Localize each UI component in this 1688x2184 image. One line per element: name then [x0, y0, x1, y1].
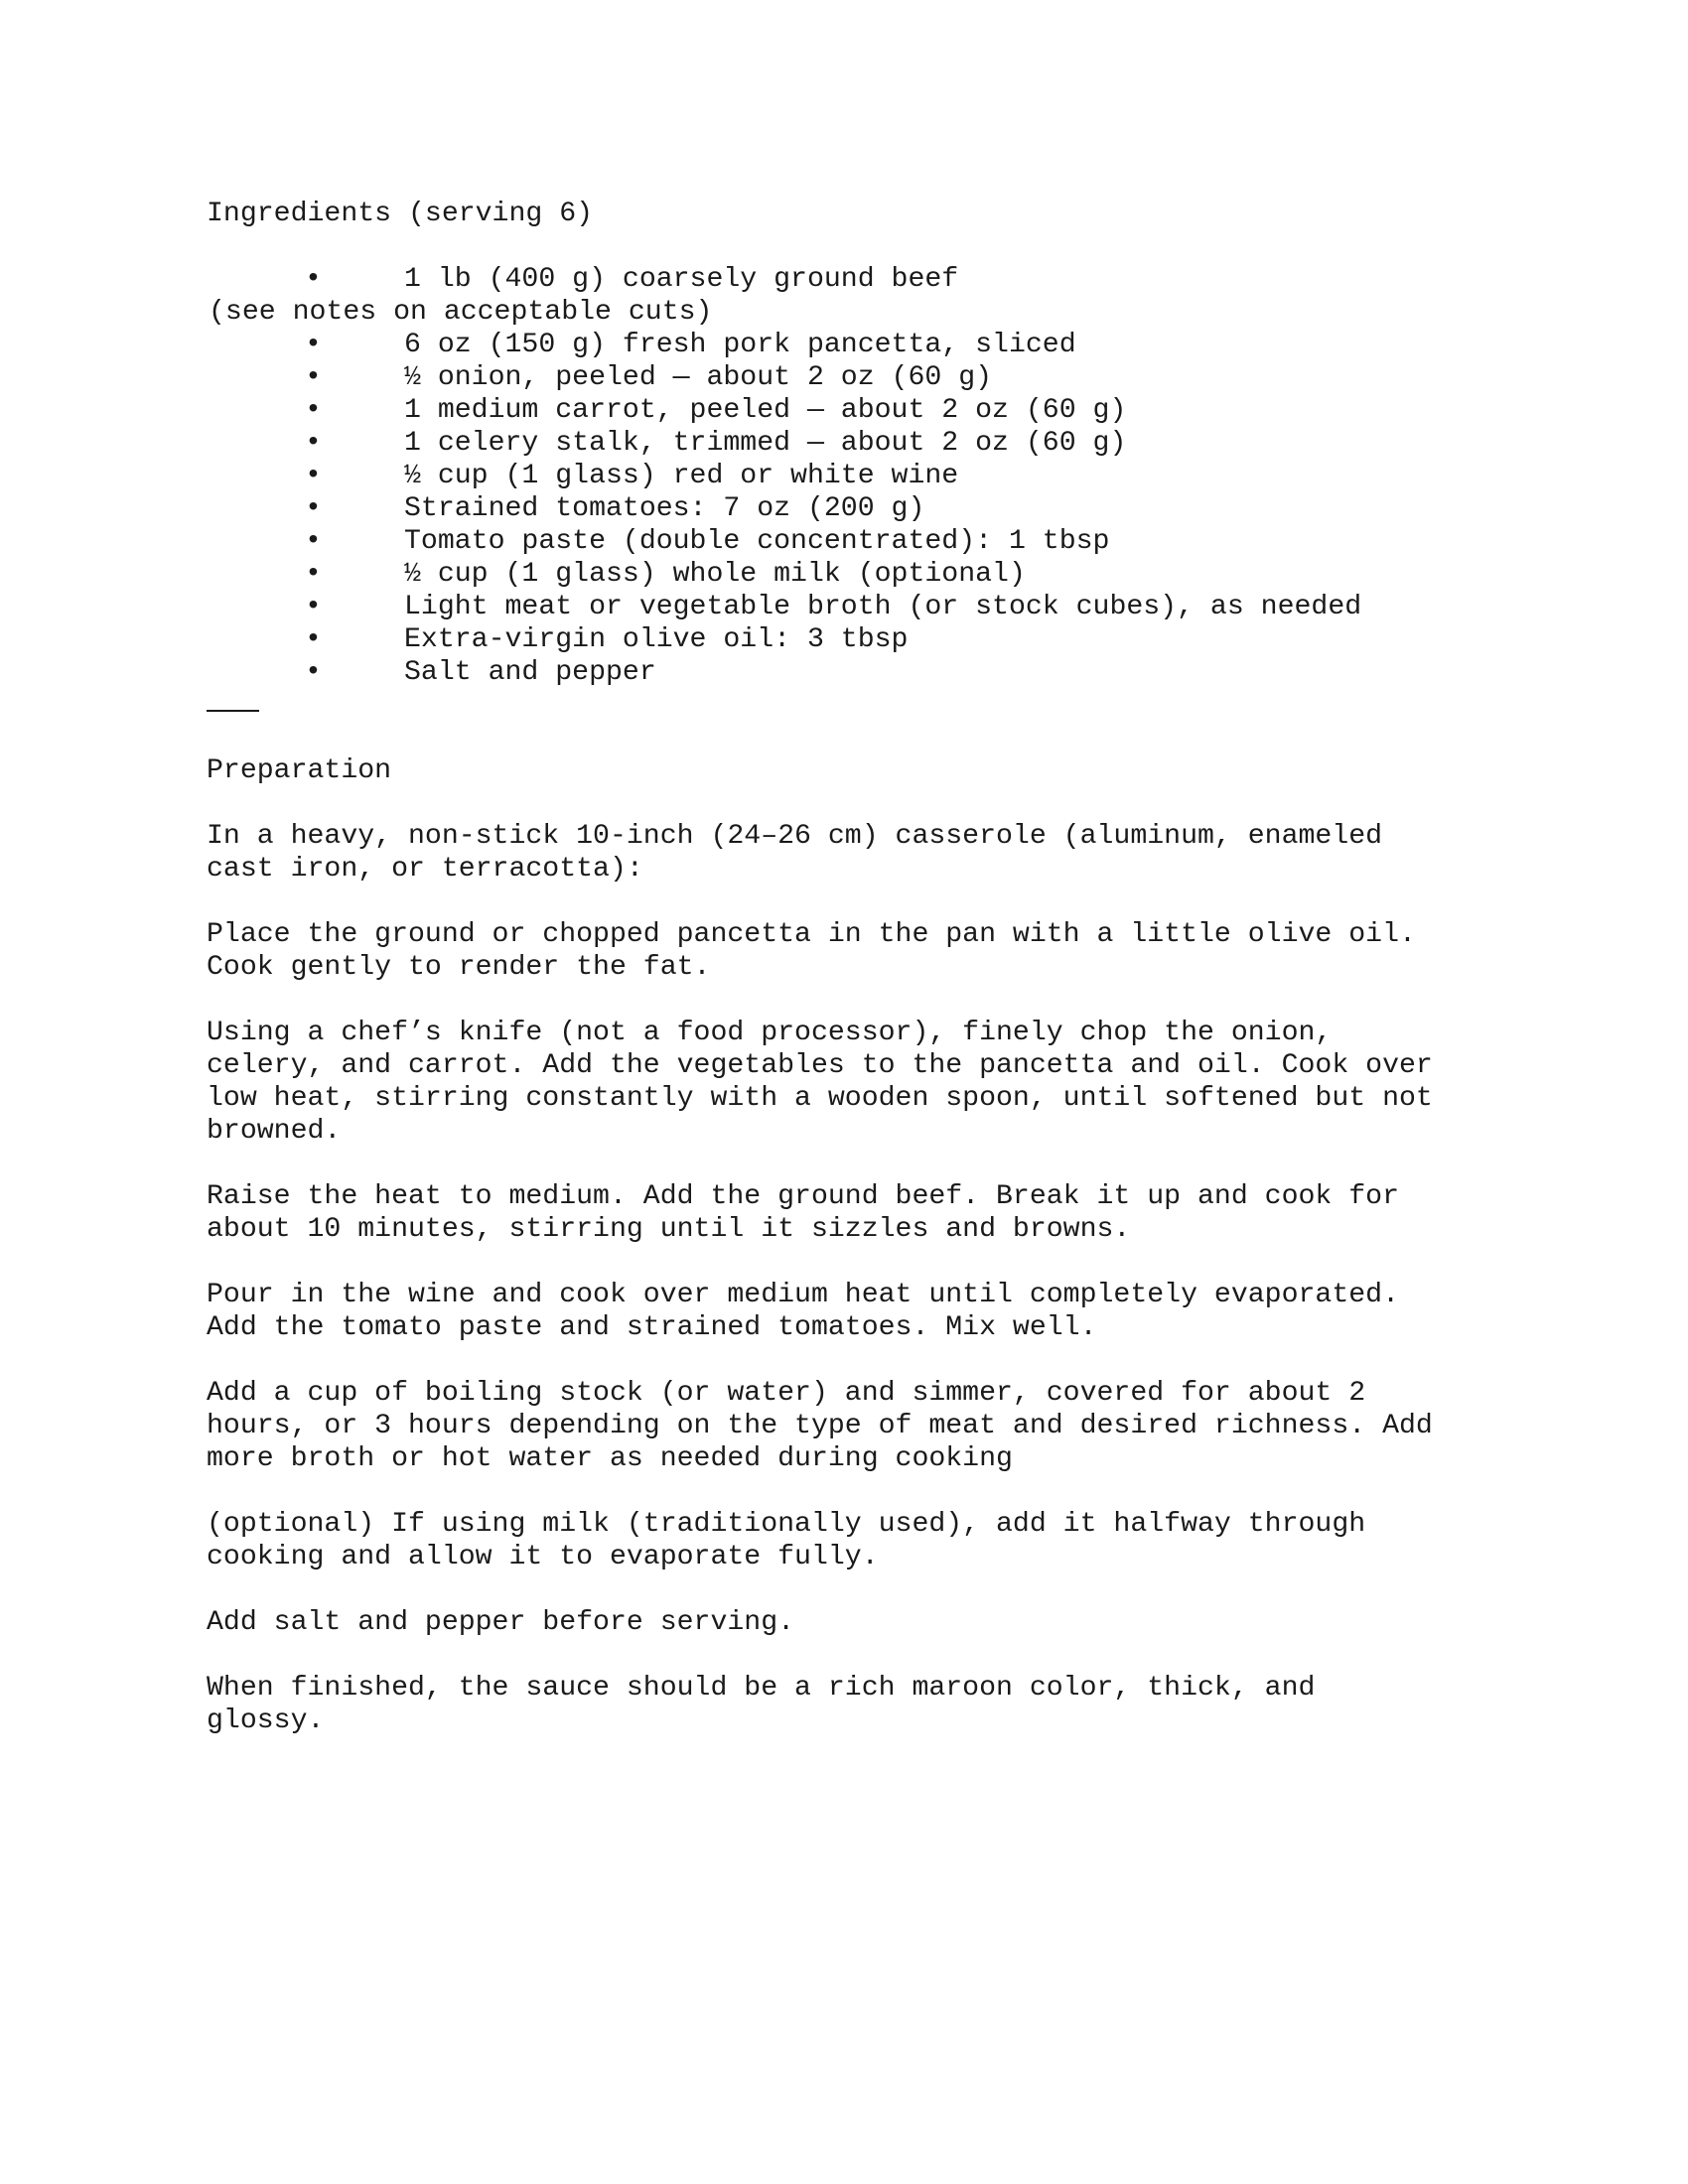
bullet-icon: •: [305, 526, 322, 557]
ingredient-text: Strained tomatoes: 7 oz (200 g): [404, 493, 925, 524]
preparation-paragraph: Raise the heat to medium. Add the ground beef. Break it up and cook for about 10 minutes, stirring until it sizzles and browns.: [207, 1181, 1399, 1245]
list-item: [0, 591, 1489, 623]
ingredient-text: Light meat or vegetable broth (or stock cubes), as needed: [404, 592, 1362, 622]
ingredient-note: [0, 296, 1489, 329]
list-item: [0, 525, 1489, 558]
preparation-paragraph: Place the ground or chopped pancetta in the pan with a little olive oil. Cook gently to render the fat.: [207, 919, 1416, 983]
bullet-icon: •: [305, 362, 322, 393]
ingredient-text: 1 medium carrot, peeled — about 2 oz (60 g): [404, 395, 1127, 426]
bullet-icon: •: [305, 264, 322, 295]
bullet-icon: •: [305, 493, 322, 524]
ingredient-text: 1 celery stalk, trimmed — about 2 oz (60 g): [404, 428, 1127, 459]
preparation-paragraph: (optional) If using milk (traditionally used), add it halfway through cooking and allow it to evaporate fully.: [207, 1509, 1366, 1572]
preparation-heading: Preparation: [207, 755, 392, 786]
list-item: [0, 492, 1489, 525]
ingredient-text: ½ onion, peeled — about 2 oz (60 g): [404, 362, 993, 393]
preparation-paragraph: Add salt and pepper before serving.: [207, 1607, 795, 1638]
ingredients-heading: Ingredients (serving 6): [207, 199, 594, 229]
list-item: [0, 460, 1489, 492]
ingredient-text: Tomato paste (double concentrated): 1 tbsp: [404, 526, 1110, 557]
list-item: [0, 361, 1489, 394]
list-item: [0, 329, 1489, 361]
bullet-icon: •: [305, 559, 322, 590]
preparation-paragraph: Pour in the wine and cook over medium heat until completely evaporated. Add the tomato paste and strained tomatoes. Mix well.: [207, 1280, 1399, 1343]
bullet-icon: •: [305, 428, 322, 459]
list-item: [0, 394, 1489, 427]
bullet-icon: •: [305, 624, 322, 655]
ingredient-text: ½ cup (1 glass) red or white wine: [404, 461, 959, 491]
preparation-paragraph: When finished, the sauce should be a rich maroon color, thick, and glossy.: [207, 1673, 1316, 1736]
ingredient-note-text: (see notes on acceptable cuts): [209, 297, 713, 328]
bullet-icon: •: [305, 330, 322, 360]
bullet-icon: •: [305, 657, 322, 688]
preparation-paragraph: In a heavy, non-stick 10-inch (24–26 cm) casserole (aluminum, enameled cast iron, or terracotta):: [207, 821, 1383, 885]
bullet-icon: •: [305, 395, 322, 426]
list-item: [0, 558, 1489, 591]
ingredient-text: 1 lb (400 g) coarsely ground beef: [404, 264, 959, 295]
list-item: [0, 427, 1489, 460]
ingredient-text: Salt and pepper: [404, 657, 656, 688]
bullet-icon: •: [305, 461, 322, 491]
preparation-paragraph: Using a chef’s knife (not a food processor), finely chop the onion, celery, and carrot. Add the vegetables to the pancetta and oil. Cook over low heat, stirring constantly with a wooden spoon, until softened but not browned.: [207, 1018, 1433, 1147]
ingredient-text: 6 oz (150 g) fresh pork pancetta, sliced: [404, 330, 1076, 360]
bullet-icon: •: [305, 592, 322, 622]
ingredient-text: Extra-virgin olive oil: 3 tbsp: [404, 624, 909, 655]
list-item: [0, 656, 1489, 689]
ingredient-text: ½ cup (1 glass) whole milk (optional): [404, 559, 1026, 590]
list-item: [0, 623, 1489, 656]
list-item: [0, 263, 1489, 296]
preparation-paragraph: Add a cup of boiling stock (or water) and simmer, covered for about 2 hours, or 3 hours depending on the type of meat and desired richness. Add more broth or hot water as needed during cooking: [207, 1378, 1433, 1474]
section-divider: [207, 710, 259, 712]
